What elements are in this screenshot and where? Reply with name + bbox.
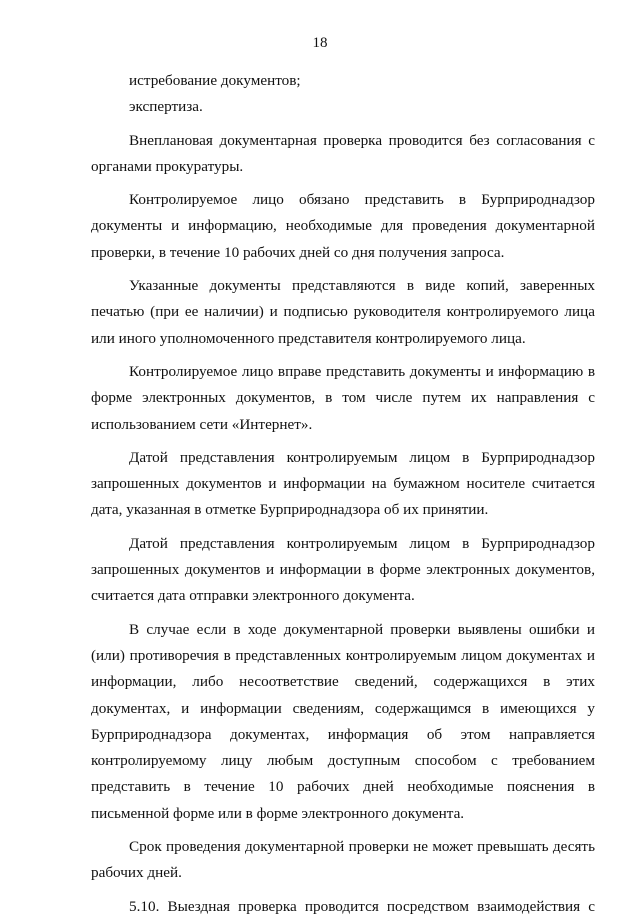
paragraph-6: Контролируемое лицо вправе представить документы и информацию в форме электронных документов, в том числе путем их направления с использованием сети «Интернет». (91, 362, 595, 433)
paragraph-3: Внеплановая документарная проверка проводится без согласования с органами прокуратуры. (91, 131, 595, 175)
paragraph-7: Датой представления контролируемым лицом в Бурприроднадзор запрошенных документов и информации на бумажном носителе считается дата, указанная в отметке Бурприроднадзора об их принятии. (91, 448, 595, 519)
paragraph-2: экспертиза. (129, 98, 203, 116)
page-number: 18 (312, 35, 328, 51)
paragraph-11: 5.10. Выездная проверка проводится посредством взаимодействия с (129, 897, 595, 915)
paragraph-8: Датой представления контролируемым лицом в Бурприроднадзор запрошенных документов и информации в форме электронных документов, считается дата отправки электронного документа. (91, 534, 595, 605)
document-body (91, 68, 595, 920)
paragraph-1: истребование документов; (129, 72, 301, 89)
paragraph-4: Контролируемое лицо обязано представить в Бурприроднадзор документы и информацию, необходимые для проведения документарной проверки, в течение 10 рабочих дней со дня получения запроса. (91, 191, 595, 261)
paragraph-10: Срок проведения документарной проверки не может превышать десять рабочих дней. (91, 838, 595, 882)
paragraph-5: Указанные документы представляются в виде копий, заверенных печатью (при ее наличии) и подписью руководителя контролируемого лица или иного уполномоченного представителя контролируемого лица. (91, 277, 595, 347)
paragraph-9: В случае если в ходе документарной проверки выявлены ошибки и (или) противоречия в представленных контролируемым лицом документах и информации, либо несоответствие сведений, содержащихся в этих документах, и информации сведениям, содержащимся в имеющихся у Бурприроднадзора документах, информация об этом направляется контролируемому лицу любым доступным способом с требованием представить в течение 10 рабочих дней необходимые пояснения в письменной форме или в форме электронного документа. (91, 620, 595, 822)
